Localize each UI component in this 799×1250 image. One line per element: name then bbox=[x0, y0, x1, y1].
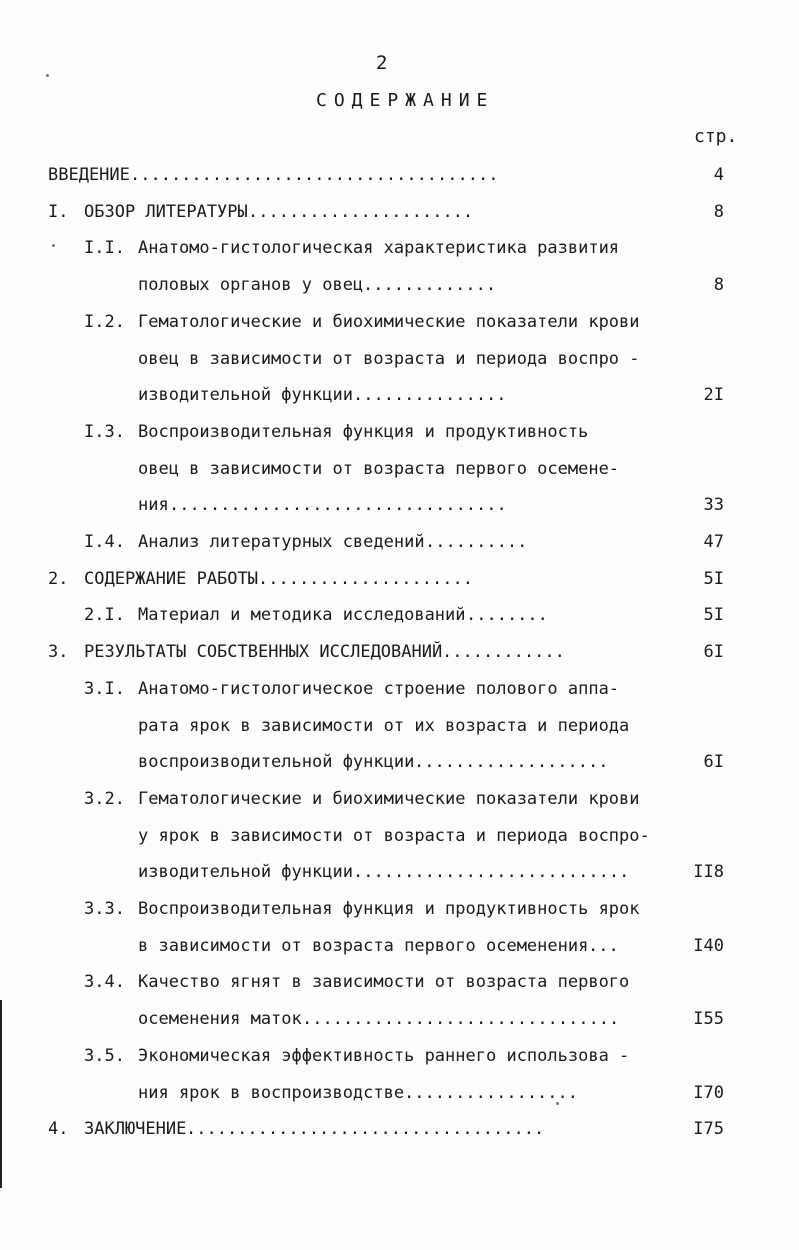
scan-edge-mark bbox=[0, 1000, 2, 1188]
toc-entry-text: осеменения маток bbox=[138, 1009, 302, 1030]
toc-page-number: I75 bbox=[693, 1119, 724, 1140]
toc-entry-text: ОБЗОР ЛИТЕРАТУРЫ bbox=[84, 201, 248, 222]
toc-entry-number: I.4. bbox=[84, 532, 125, 552]
toc-entry-text: Гематологические и биохимические показатели крови bbox=[138, 311, 640, 332]
toc-entry-number: 3.3. bbox=[84, 899, 125, 919]
toc-entry-text: рата ярок в зависимости от их возраста и периода bbox=[138, 715, 630, 736]
toc-page-number: II8 bbox=[693, 862, 724, 883]
toc-entry-text: овец в зависимости от возраста первого осемене- bbox=[138, 458, 620, 479]
toc-entry-text: у ярок в зависимости от возраста и периода воспро- bbox=[138, 825, 650, 846]
toc-entry-text: Материал и методика исследований bbox=[138, 605, 466, 626]
toc-dot-leader: ................................... bbox=[186, 1119, 545, 1140]
page-number: 2 bbox=[376, 52, 388, 74]
toc-entry-text: Качество ягнят в зависимости от возраста первого bbox=[138, 972, 630, 993]
page-title: СОДЕРЖАНИЕ bbox=[316, 90, 495, 111]
toc-page-number: 47 bbox=[703, 532, 724, 552]
toc-dot-leader: ........ bbox=[466, 605, 548, 626]
toc-entry-text: воспроизводительной функции bbox=[138, 752, 415, 773]
toc-entry-text: ВВЕДЕНИЕ bbox=[48, 165, 130, 185]
toc-entry-number: 3. bbox=[48, 642, 69, 663]
scan-speck bbox=[46, 74, 49, 77]
toc-entry-text: Анализ литературных сведений bbox=[138, 532, 425, 552]
page-column-label: стр. bbox=[694, 126, 738, 147]
toc-page-number: 5I bbox=[703, 605, 724, 626]
toc-entry-number: I.I. bbox=[84, 238, 125, 259]
toc-entry-number: I. bbox=[48, 201, 69, 222]
toc-dot-leader: ................... bbox=[414, 752, 609, 773]
scan-speck bbox=[556, 1102, 559, 1105]
toc-entry-number: 2. bbox=[48, 568, 69, 589]
toc-page-number: 4 bbox=[713, 165, 724, 185]
toc-entry-text: Анатомо-гистологическое строение полового аппа- bbox=[138, 678, 620, 699]
toc-entry-text: Гематологические и биохимические показатели крови bbox=[138, 788, 640, 809]
toc-entry-text: ния ярок в воспроизводстве bbox=[138, 1082, 405, 1103]
toc-dot-leader: ................. bbox=[404, 1082, 578, 1103]
toc-entry-text: овец в зависимости от возраста и периода воспро - bbox=[138, 348, 640, 369]
toc-page-number: 8 bbox=[713, 275, 724, 296]
toc-entry-text: изводительной функции bbox=[138, 385, 353, 406]
toc-page-number: I55 bbox=[693, 1009, 724, 1030]
toc-dot-leader: .................................... bbox=[130, 165, 499, 185]
toc-entry-text: изводительной функции bbox=[138, 862, 353, 883]
toc-entry-number: 3.2. bbox=[84, 788, 125, 809]
toc-dot-leader: ...................... bbox=[248, 201, 474, 222]
toc-entry-number: 3.I. bbox=[84, 678, 125, 699]
toc-entry-number: 3.5. bbox=[84, 1045, 125, 1066]
toc-entry-text: половых органов у овец bbox=[138, 275, 364, 296]
toc-entry-text: СОДЕРЖАНИЕ РАБОТЫ bbox=[84, 568, 258, 589]
toc-dot-leader: ............... bbox=[353, 385, 507, 406]
toc-page-number: 6I bbox=[703, 752, 724, 773]
toc-page-number: 2I bbox=[703, 385, 724, 406]
toc-entry-text: в зависимости от возраста первого осеменения bbox=[138, 935, 589, 956]
toc-entry-text: Воспроизводительная функция и продуктивность bbox=[138, 421, 589, 442]
toc-page-number: 8 bbox=[713, 201, 724, 222]
toc-page-number: 33 bbox=[703, 495, 724, 516]
toc-entry-text: ЗАКЛЮЧЕНИЕ bbox=[84, 1119, 187, 1140]
toc-dot-leader: ... bbox=[588, 935, 619, 956]
toc-dot-leader: ................................. bbox=[169, 495, 507, 516]
toc-entry-number: I.2. bbox=[84, 311, 125, 332]
toc-dot-leader: ............. bbox=[363, 275, 497, 296]
scan-speck bbox=[52, 244, 55, 247]
toc-entry-text: Анатомо-гистологическая характеристика развития bbox=[138, 238, 620, 259]
toc-entry-text: Экономическая эффективность раннего использова - bbox=[138, 1045, 630, 1066]
toc-dot-leader: ........................... bbox=[353, 862, 630, 883]
toc-entry-text: Воспроизводительная функция и продуктивность ярок bbox=[138, 899, 640, 919]
toc-page-number: 6I bbox=[703, 642, 724, 663]
toc-page-number: I40 bbox=[693, 935, 724, 956]
toc-entry-number: 2.I. bbox=[84, 605, 125, 626]
toc-page-number: I70 bbox=[693, 1082, 724, 1103]
toc-entry-text: РЕЗУЛЬТАТЫ СОБСТВЕННЫХ ИССЛЕДОВАНИЙ bbox=[84, 642, 443, 663]
toc-dot-leader: ............ bbox=[442, 642, 565, 663]
toc-page-number: 5I bbox=[703, 568, 724, 589]
toc-entry-number: 4. bbox=[48, 1119, 69, 1140]
toc-dot-leader: ............................... bbox=[302, 1009, 620, 1030]
toc-entry-number: 3.4. bbox=[84, 972, 125, 993]
toc-entry-number: I.3. bbox=[84, 421, 125, 442]
toc-entry-text: ния bbox=[138, 495, 169, 516]
toc-dot-leader: .......... bbox=[425, 532, 528, 552]
toc-dot-leader: ..................... bbox=[258, 568, 473, 589]
